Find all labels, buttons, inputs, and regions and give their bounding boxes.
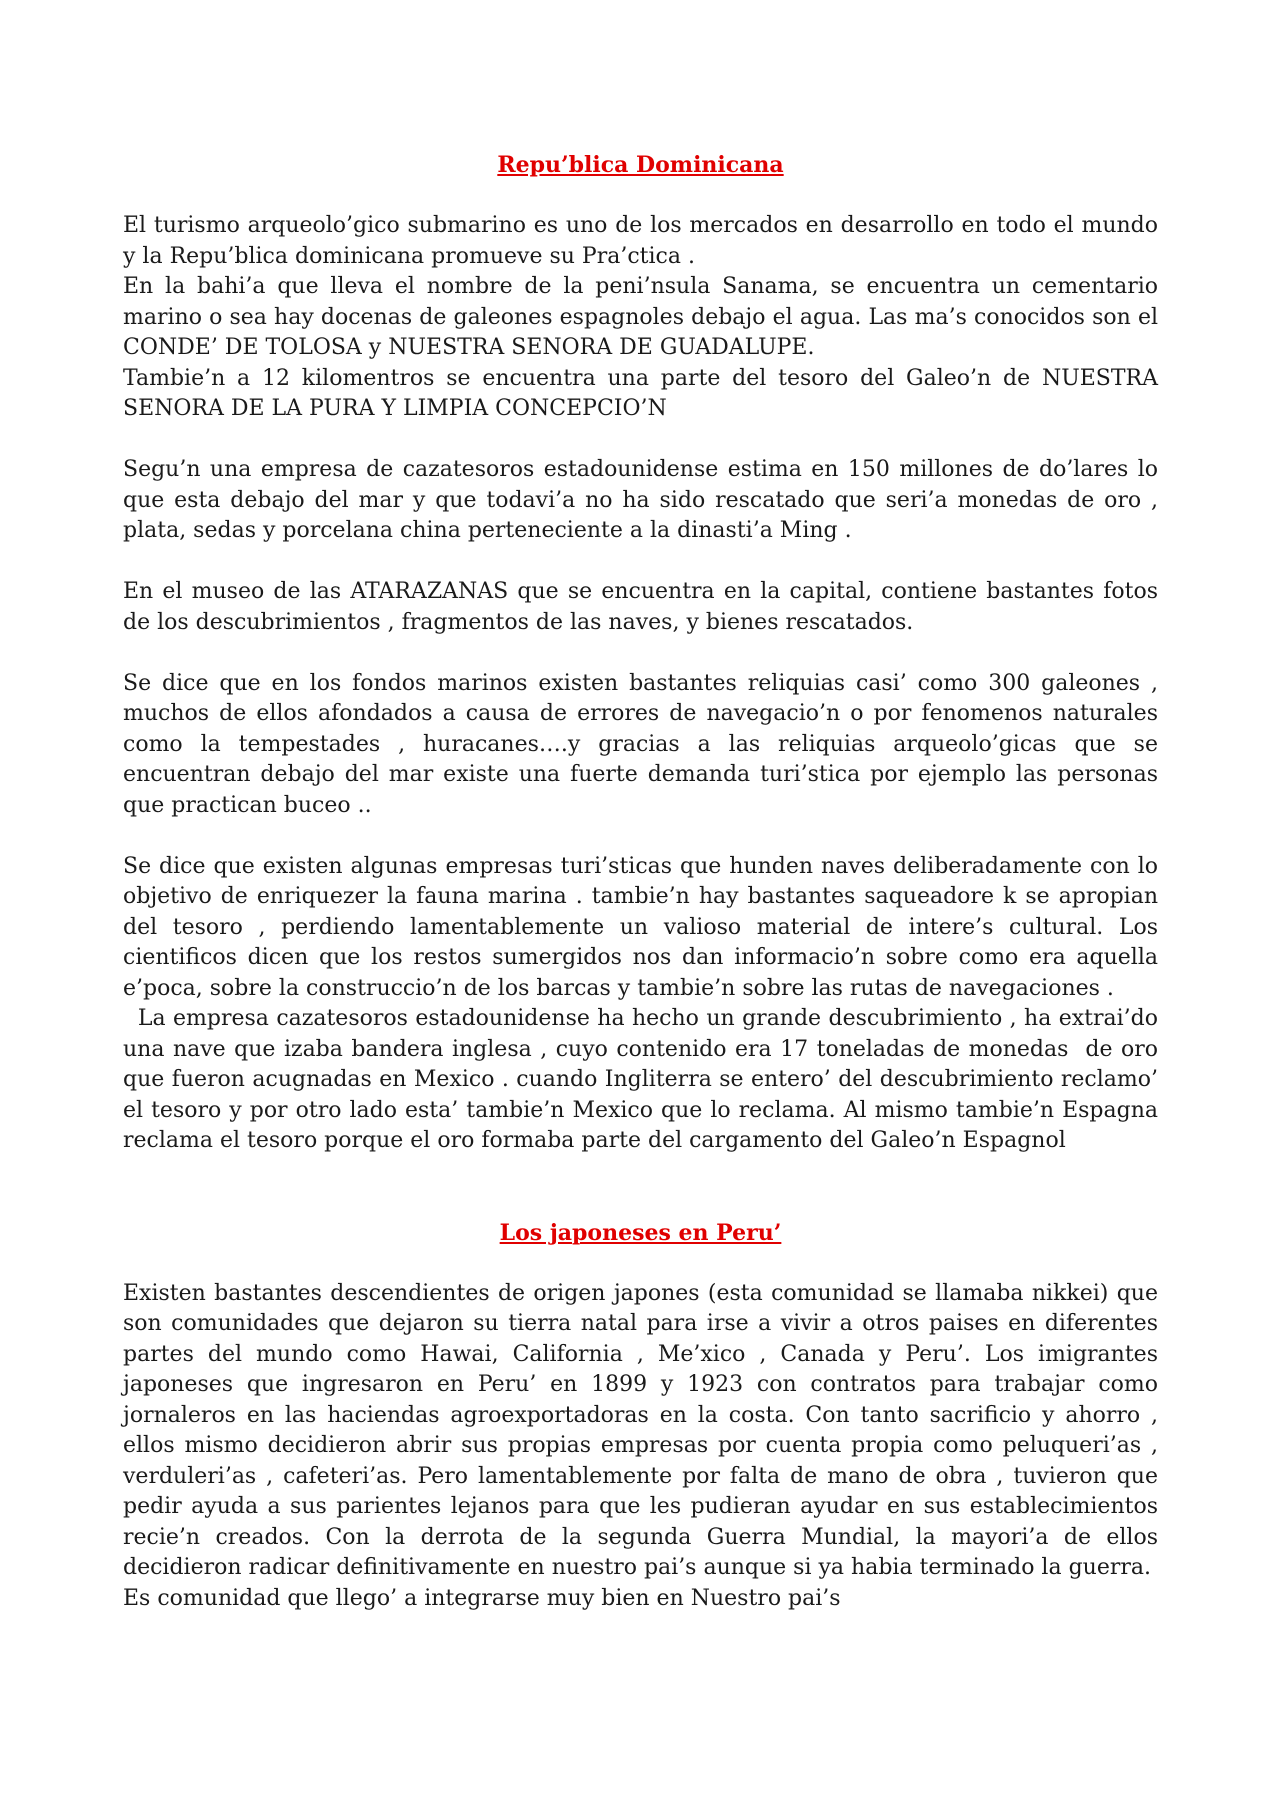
text-line: Segu’n una empresa de cazatesoros estadounidense estima en 150 millones de do’lares lo que esta debajo del mar y que todavi’a no ha sido rescatado que seri’a monedas de oro , plata, sedas y porcelana china perteneciente a la dinasti’a Ming . bbox=[123, 457, 1158, 543]
text-line: En el museo de las ATARAZANAS que se encuentra en la capital, contiene bastantes fotos de los descubrimientos , fragmentos de las naves, y bienes rescatados. bbox=[123, 579, 1158, 635]
document-page bbox=[123, 150, 1165, 1614]
paragraph bbox=[123, 852, 1165, 1157]
paragraph bbox=[123, 1279, 1158, 1615]
text-line: Se dice que en los fondos marinos existen bastantes reliquias casi’ como 300 galeones , muchos de ellos afondados a causa de errores de navegacio’n o por fenomenos naturales como la tempestades , huracanes….y gracias a las reliquias arqueolo’gicas que se encuentran debajo del mar existe una fuerte demanda turi’stica por ejemplo las personas que practican buceo .. bbox=[123, 670, 1158, 818]
text-line: Se dice que existen algunas empresas turi’sticas que hunden naves deliberadamente con lo objetivo de enriquezer la fauna marina . tambie’n hay bastantes saqueadore k se apropian del tesoro , perdiendo lamentablemente un valioso material de intere’s cultural. Los cientificos dicen que los restos sumergidos nos dan informacio’n sobre como era aquella e’poca, sobre la construccio’n de los barcas y tambie’n sobre las rutas de navegaciones . bbox=[123, 853, 1158, 1001]
paragraph bbox=[123, 669, 1158, 822]
paragraph bbox=[123, 211, 1158, 425]
text-line: La empresa cazatesoros estadounidense ha hecho un grande descubrimiento , ha extrai’do una nave que izaba bandera inglesa , cuyo contenido era 17 toneladas de monedas de oro que fueron acugnadas en Mexico . cuando Ingliterra se entero’ del descubrimiento reclamo’ el tesoro y por otro lado esta’ tambie’n Mexico que lo reclama. Al mismo tambie’n Espagna reclama el tesoro porque el oro formaba parte del cargamento del Galeo’n Espagnol bbox=[123, 1006, 1165, 1153]
section-title: Repu’blica Dominicana bbox=[497, 152, 784, 178]
text-line: Tambie’n a 12 kilomentros se encuentra una parte del tesoro del Galeo’n de NUESTRA SENORA DE LA PURA Y LIMPIA CONCEPCIO’N bbox=[123, 365, 1158, 421]
text-line: Existen bastantes descendientes de origen japones (esta comunidad se llamaba nikkei) que son comunidades que dejaron su tierra natal para irse a vivir a otros paises en diferentes partes del mundo como Hawai, California , Me’xico , Canada y Peru’. Los imigrantes japoneses que ingresaron en Peru’ en 1899 y 1923 con contratos para trabajar como jornaleros en las haciendas agroexportadoras en la costa. Con tanto sacrificio y ahorro , ellos mismo decidieron abrir sus propias empresas por cuenta propia como peluqueri’as , verduleri’as , cafeteri’as. Pero lamentablemente por falta de mano de obra , tuvieron que pedir ayuda a sus parientes lejanos para que les pudieran ayudar en sus establecimientos recie’n creados. Con la derrota de la segunda Guerra Mundial, la mayori’a de ellos decidieron radicar definitivamente en nuestro pai’s aunque si ya habia terminado la guerra. bbox=[123, 1280, 1158, 1580]
text-line: En la bahi’a que lleva el nombre de la peni’nsula Sanama, se encuentra un cementario marino o sea hay docenas de galeones espagnoles debajo el agua. Las ma’s conocidos son el CONDE’ DE TOLOSA y NUESTRA SENORA DE GUADALUPE. bbox=[123, 274, 1158, 360]
section-title: Los japoneses en Peru’ bbox=[499, 1219, 782, 1246]
paragraph bbox=[123, 577, 1158, 638]
text-line: Es comunidad que llego’ a integrarse muy bien en Nuestro pai’s bbox=[123, 1585, 841, 1611]
text-line: El turismo arqueolo’gico submarino es uno de los mercados en desarrollo en todo el mundo y la Repu’blica dominicana promueve su Pra’ctica . bbox=[123, 213, 1158, 269]
paragraph bbox=[123, 455, 1158, 547]
